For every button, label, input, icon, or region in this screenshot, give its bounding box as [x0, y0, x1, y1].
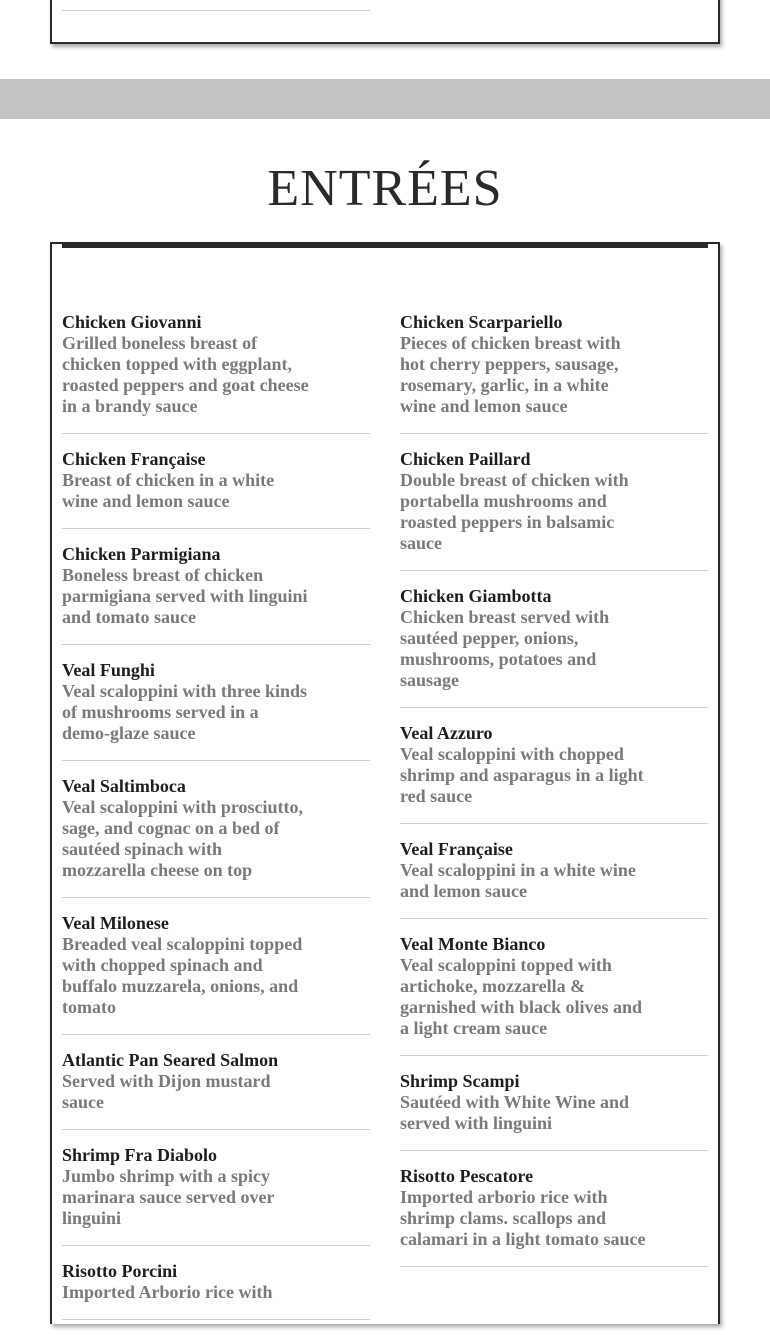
menu-item-description: Breast of chicken in a white wine and lemon sauce — [62, 470, 275, 511]
card-top-rule — [62, 244, 708, 248]
menu-item-description: Imported Arborio rice with — [62, 1282, 273, 1302]
menu-item — [400, 1071, 708, 1151]
menu-item-name: Chicken Giovanni — [62, 312, 202, 332]
menu-item-name: Shrimp Fra Diabolo — [62, 1145, 218, 1165]
menu-item — [400, 1166, 708, 1267]
section-separator-band — [0, 79, 770, 119]
menu-item-name: Chicken Parmigiana — [62, 544, 221, 564]
menu-item-description: Double breast of chicken with portabella mushrooms and roasted peppers in balsamic sauce — [400, 470, 629, 553]
menu-item-description: Veal scaloppini with prosciutto, sage, and cognac on a bed of sautéed spinach with mozzarella cheese on top — [62, 797, 304, 880]
menu-item — [62, 1145, 370, 1246]
menu-item — [400, 449, 708, 571]
menu-item — [62, 913, 370, 1035]
menu-item-description: Breaded veal scaloppini topped with chopped spinach and buffalo muzzarela, onions, and tomato — [62, 934, 303, 1017]
menu-item-name: Veal Française — [400, 839, 513, 859]
menu-item-description: Veal scaloppini in a white wine and lemon sauce — [400, 860, 636, 901]
menu-item — [400, 586, 708, 708]
menu-item-name: Veal Funghi — [62, 660, 155, 680]
menu-item-name: Chicken Française — [62, 449, 206, 469]
entrees-menu-card — [50, 242, 720, 1324]
menu-item — [62, 312, 370, 434]
menu-item-description: Veal scaloppini with chopped shrimp and asparagus in a light red sauce — [400, 744, 644, 806]
item-divider — [62, 10, 370, 11]
menu-item — [62, 660, 370, 761]
menu-item — [400, 839, 708, 919]
menu-item-description: Boneless breast of chicken parmigiana served with linguini and tomato sauce — [62, 565, 308, 627]
menu-item-name: Shrimp Scampi — [400, 1071, 520, 1091]
menu-item-description: Pieces of chicken breast with hot cherry peppers, sausage, rosemary, garlic, in a white wine and lemon sauce — [400, 333, 621, 416]
menu-item-description: Jumbo shrimp with a spicy marinara sauce served over linguini — [62, 1166, 275, 1228]
menu-item-description: Veal scaloppini with three kinds of mushrooms served in a demo-glaze sauce — [62, 681, 308, 743]
menu-item-description: Grilled boneless breast of chicken topped with eggplant, roasted peppers and goat cheese in a brandy sauce — [62, 333, 309, 416]
menu-item — [400, 723, 708, 824]
previous-menu-card — [50, 0, 720, 44]
section-title: ENTRÉES — [267, 160, 503, 217]
menu-item-description: Served with Dijon mustard sauce — [62, 1071, 271, 1112]
menu-item-name: Risotto Porcini — [62, 1261, 178, 1281]
menu-item-description: Veal scaloppini topped with artichoke, mozzarella & garnished with black olives and a light cream sauce — [400, 955, 643, 1038]
menu-item — [62, 449, 370, 529]
menu-item — [62, 1261, 370, 1320]
menu-item-description: Imported arborio rice with shrimp clams. scallops and calamari in a light tomato sauce — [400, 1187, 646, 1249]
menu-column-left — [62, 312, 370, 1335]
menu-item — [62, 1050, 370, 1130]
menu-item-name: Veal Azzuro — [400, 723, 493, 743]
menu-column-right — [400, 312, 708, 1282]
menu-item-description: Chicken breast served with sautéed pepper, onions, mushrooms, potatoes and sausage — [400, 607, 610, 690]
menu-item-name: Veal Saltimboca — [62, 776, 186, 796]
menu-item-description: Sautéed with White Wine and served with linguini — [400, 1092, 630, 1133]
menu-item-name: Veal Milonese — [62, 913, 169, 933]
menu-item-name: Chicken Paillard — [400, 449, 531, 469]
menu-item — [62, 776, 370, 898]
menu-item-name: Chicken Scarpariello — [400, 312, 563, 332]
menu-item — [62, 544, 370, 645]
menu-item-name: Chicken Giambotta — [400, 586, 552, 606]
menu-item-name: Veal Monte Bianco — [400, 934, 546, 954]
menu-item-name: Risotto Pescatore — [400, 1166, 534, 1186]
menu-item — [400, 312, 708, 434]
menu-item-name: Atlantic Pan Seared Salmon — [62, 1050, 279, 1070]
menu-item — [400, 934, 708, 1056]
